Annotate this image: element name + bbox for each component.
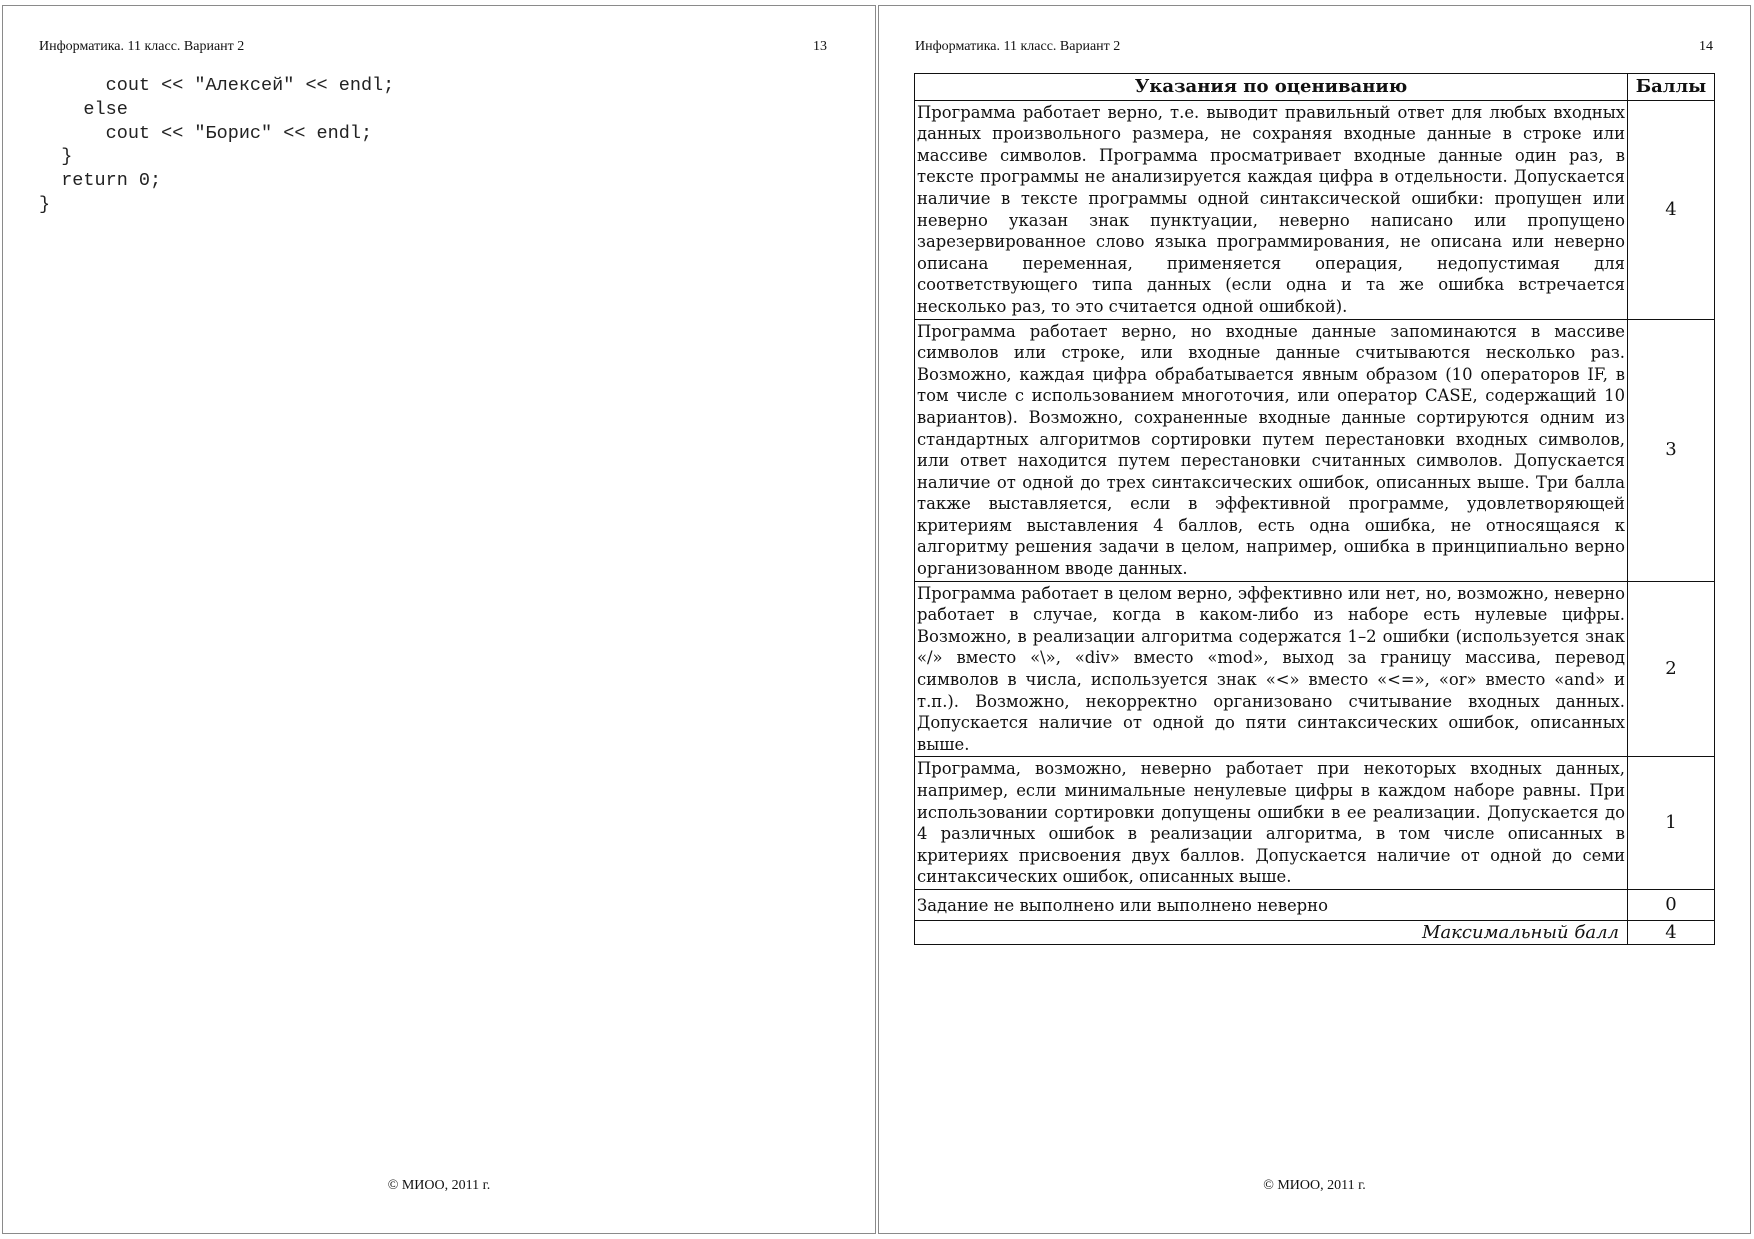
running-header: Информатика. 11 класс. Вариант 2 <box>915 39 1121 54</box>
code-line: return 0; <box>39 170 162 192</box>
page-number: 14 <box>1699 39 1713 54</box>
points-value: 3 <box>1628 319 1715 581</box>
table-row <box>915 319 1715 581</box>
page-14 <box>878 5 1751 1234</box>
table-row <box>915 889 1715 920</box>
copyright-footer: © МИОО, 2011 г. <box>387 1178 491 1193</box>
criteria-text: Программа работает верно, но входные данные запоминаются в массиве символов или строке, или входные данные считываются несколько раз. Возможно, каждая цифра обрабатывается явным образом (10 операторов IF, в том числе с использованием многоточия, или оператор CASE, содержащий 10 вариантов). Возможно, сохраненные входные данные сортируются одним из стандартных алгоритмов сортировки путем перестановки входных символов, или ответ находится путем перестановки считанных символов. Допускается наличие от одной до трех синтаксических ошибок, описанных выше. Три балла также выставляется, если в эффективной программе, удовлетворяющей критериям выставления 4 баллов, есть одна ошибка, не относящаяся к алгоритму решения задачи в целом, например, ошибка в принципиально верно организованном вводе данных. <box>915 319 1628 581</box>
code-line: } <box>39 146 73 168</box>
points-column-header: Баллы <box>1628 74 1715 101</box>
criteria-text: Программа работает верно, т.е. выводит правильный ответ для любых входных данных произвольного размера, не сохраняя входные данные в строке или массиве символов. Программа просматривает входные данные один раз, в тексте программы не анализируется каждая цифра в отдельности. Допускается наличие в тексте программы одной синтаксической ошибки: пропущен или неверно указан знак пунктуации, неверно написано или пропущено зарезервированное слово языка программирования, не описана или неверно описана переменная, применяется операция, недопустимая для соответствующего типа данных (если одна и та же ошибка встречается несколько раз, то это считается одной ошибкой). <box>915 100 1628 319</box>
table-row <box>915 581 1715 757</box>
points-value: 1 <box>1628 757 1715 890</box>
code-line: else <box>39 98 128 120</box>
code-line: cout << "Алексей" << endl; <box>39 75 395 96</box>
points-value: 4 <box>1628 100 1715 319</box>
criteria-text: Программа работает в целом верно, эффективно или нет, но, возможно, неверно работает в случае, когда в каком-либо из наборе есть нулевые цифры. Возможно, в реализации алгоритма содержатся 1–2 ошибки (используется знак «/» вместо «\», «div» вместо «mod», выход за границу массива, перевод символов в числа, используется знак «<» вместо «<=», «or» вместо «and» и т.п.). Возможно, некорректно организовано считывание входных данных. Допускается наличие от одной до пяти синтаксических ошибок, описанных выше. <box>915 581 1628 757</box>
criteria-column-header: Указания по оцениванию <box>915 74 1628 101</box>
points-value: 0 <box>1628 889 1715 920</box>
page-13 <box>2 5 876 1234</box>
copyright-footer: © МИОО, 2011 г. <box>1263 1178 1366 1193</box>
max-score-row <box>915 920 1715 945</box>
code-line: } <box>39 193 51 215</box>
table-row <box>915 100 1715 319</box>
code-line: cout << "Борис" << endl; <box>39 122 373 144</box>
page-number: 13 <box>813 39 827 54</box>
code-listing <box>39 74 394 217</box>
running-header: Информатика. 11 класс. Вариант 2 <box>39 39 245 54</box>
max-score-value: 4 <box>1628 920 1715 945</box>
table-row <box>915 757 1715 890</box>
points-value: 2 <box>1628 581 1715 757</box>
grading-criteria-table <box>914 73 1715 945</box>
criteria-text: Задание не выполнено или выполнено неверно <box>915 889 1628 920</box>
table-header-row <box>915 74 1715 101</box>
max-score-label: Максимальный балл <box>915 920 1628 945</box>
criteria-text: Программа, возможно, неверно работает при некоторых входных данных, например, если минимальные ненулевые цифры в каждом наборе равны. При использовании сортировки допущены ошибки в ее реализации. Допускается до 4 различных ошибок в реализации алгоритма, в том числе описанных в критериях присвоения двух баллов. Допускается наличие от одной до семи синтаксических ошибок, описанных выше. <box>915 757 1628 890</box>
